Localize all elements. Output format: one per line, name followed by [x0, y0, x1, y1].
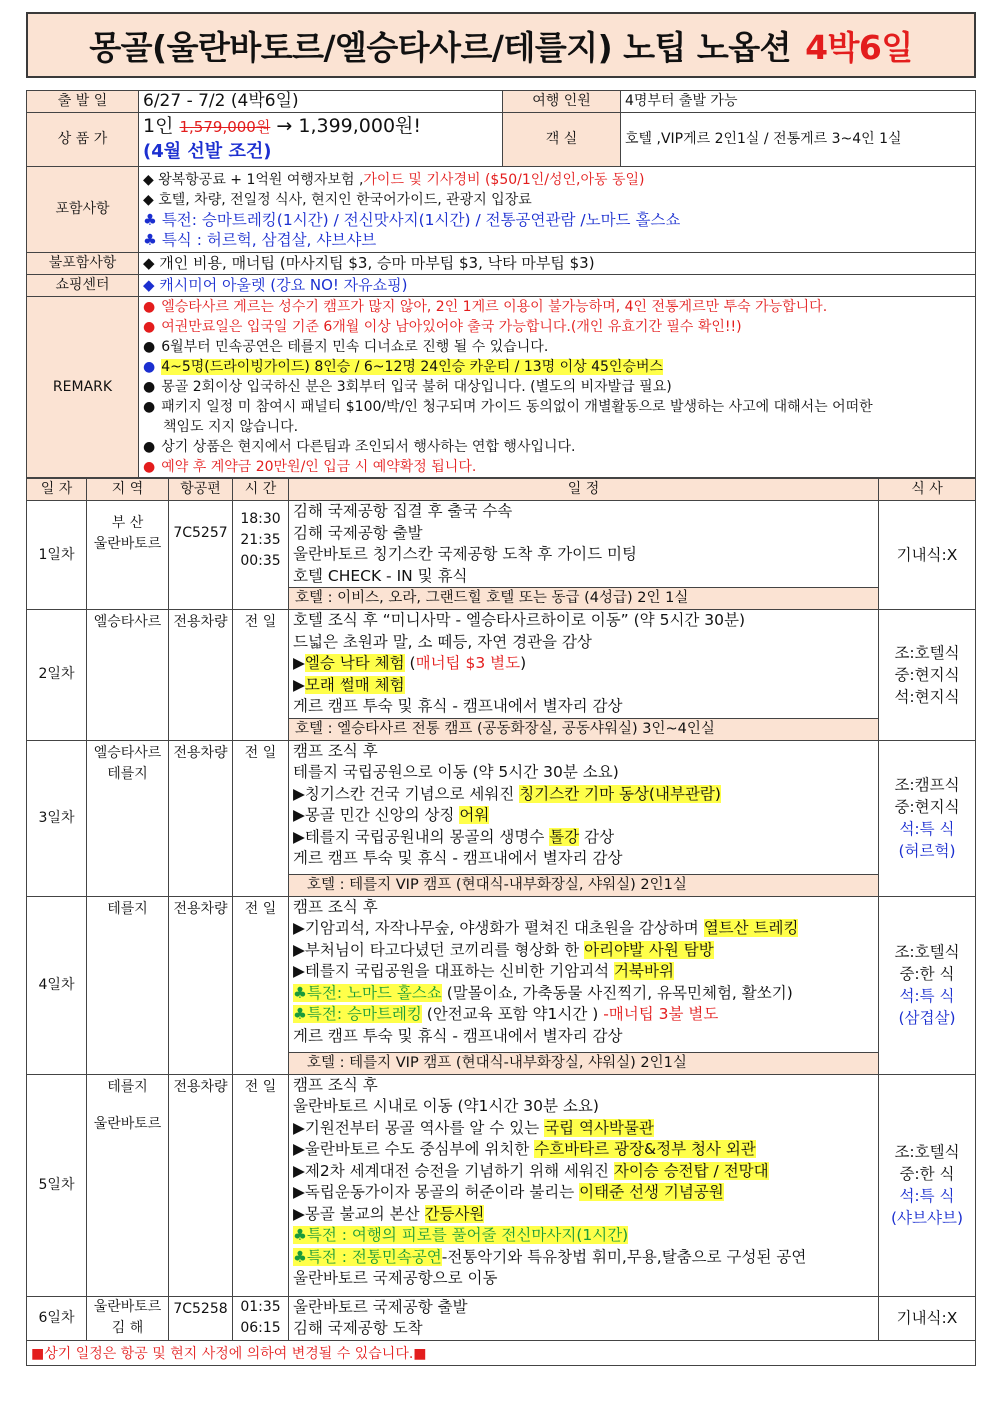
include-line-2: ◆ 호텔, 차량, 전일정 식사, 현지인 한국어가이드, 관광지 입장료 — [143, 191, 532, 208]
schedule-line — [293, 1225, 874, 1247]
highlight: 국립 역사박물관 — [544, 1118, 654, 1137]
day6-flight: 7C5258 — [169, 1296, 233, 1340]
remark-item: ● 엘승타사르 게르는 성수기 캠프가 많지 않아, 2인 1게르 이용이 불가능하며, 4인 전통게르만 투숙 가능합니다. — [143, 297, 971, 317]
price-arrow: → — [276, 115, 293, 137]
include-line-1b: 가이드 및 기사경비 ($50/1인/성인,아동 동일) — [363, 171, 645, 188]
meal-item: (삼겹살) — [898, 1009, 956, 1027]
time: 21:35 — [240, 532, 281, 548]
people-value: 4명부터 출발 가능 — [621, 91, 976, 113]
schedule-line: 울란바토르 칭기스칸 국제공항 도착 후 가이드 미팅 — [293, 545, 637, 563]
text: ▶기암괴석, 자작나무숲, 야생화가 펼쳐진 대초원을 감상하며 — [293, 919, 704, 937]
schedule-line: 김해 국제공항 도착 — [293, 1319, 423, 1337]
remark-item: ● 6월부터 민속공연은 테를지 민속 디너쇼로 진행 될 수 있습니다. — [143, 337, 971, 357]
day4-region: 테를지 — [87, 896, 169, 1074]
day6-region: 울란바토르 김 해 — [87, 1296, 169, 1340]
text: -전통악기와 특유창법 휘미,무용,탈춤으로 구성된 공연 — [441, 1247, 807, 1266]
time: 00:35 — [240, 553, 281, 569]
day4-time: 전 일 — [233, 896, 289, 1074]
text: (안전교육 포함 약1시간 ) — [421, 1005, 604, 1023]
day3-meal — [879, 740, 976, 896]
day2-region: 엘승타사르 — [87, 610, 169, 741]
meal-item: 중:한 식 — [899, 1165, 955, 1183]
day6-times — [233, 1296, 289, 1340]
header-meal: 식 사 — [879, 479, 976, 501]
day1-meal: 기내식:X — [879, 501, 976, 610]
meal-item: 조:캠프식 — [894, 776, 960, 794]
day2-hotel: 호텔 : 엘승타사르 전통 캠프 (공동화장실, 공동샤워실) 3인~4인실 — [289, 718, 879, 740]
schedule-line — [293, 675, 874, 697]
day1-hotel: 호텔 : 이비스, 오라, 그랜드힐 호텔 또는 동급 (4성급) 2인 1실 — [289, 588, 879, 610]
price-cell — [139, 113, 503, 167]
meal-item: 석:특 식 — [899, 820, 955, 838]
day3-time: 전 일 — [233, 740, 289, 896]
meal-item: (허르헉) — [898, 842, 956, 860]
text: ▶부처님이 타고다녔던 코끼리를 형상화 한 — [293, 940, 585, 959]
schedule-line — [293, 1139, 874, 1161]
day2-flight: 전용차량 — [169, 610, 233, 741]
remark-item: ● 예약 후 계약금 20만원/인 입금 시 예약확정 됩니다. — [143, 457, 971, 477]
header-time: 시 간 — [233, 479, 289, 501]
include-line-3: ♣ 특전: 승마트레킹(1시간) / 전신맛사지(1시간) / 전통공연관람 /노마드 홀스쇼 — [143, 210, 681, 229]
info-table — [26, 90, 976, 478]
shopping-value: ◆ 캐시미어 아울렛 (강요 NO! 자유쇼핑) — [139, 275, 976, 297]
day6-meal: 기내식:X — [879, 1296, 976, 1340]
schedule-line: 캠프 조식 후 — [293, 1075, 378, 1094]
schedule-line: 드넓은 초원과 말, 소 떼등, 자연 경관을 감상 — [293, 632, 592, 651]
meal-item: 중:현지식 — [894, 798, 960, 816]
remark-label: REMARK — [27, 297, 139, 478]
day4-hotel: 호텔 : 테를지 VIP 캠프 (현대식-내부화장실, 샤워실) 2인1실 — [289, 1052, 879, 1074]
meal-item: 중:한 식 — [899, 965, 955, 983]
depart-label: 출 발 일 — [27, 91, 139, 113]
day4-flight: 전용차량 — [169, 896, 233, 1074]
day6-label: 6일차 — [27, 1296, 87, 1340]
special-highlight: 여행의 피로를 풀어줄 전신마사지(1시간) — [351, 1226, 629, 1244]
day3-flight: 전용차량 — [169, 740, 233, 896]
text: ) — [520, 654, 527, 672]
schedule-line: 게르 캠프 투숙 및 휴식 - 캠프내에서 별자리 감상 — [293, 1026, 623, 1045]
special-highlight: ♣특전 : — [293, 1226, 352, 1244]
day5-schedule — [289, 1074, 879, 1296]
day6-schedule — [289, 1296, 879, 1340]
people-label: 여행 인원 — [503, 91, 621, 113]
time: 06:15 — [240, 1320, 281, 1336]
meal-item: 석:특 식 — [899, 987, 955, 1005]
day4-schedule — [289, 896, 879, 1052]
schedule-line: 호텔 CHECK - IN 및 휴식 — [293, 566, 468, 585]
header-flight: 항공편 — [169, 479, 233, 501]
schedule-line — [293, 653, 874, 675]
schedule-table — [26, 478, 976, 1341]
schedule-line — [293, 1118, 874, 1140]
remark-item: 4~5명(드라이빙가이드) 8인승 / 6~12명 24인승 카운티 / 13명 이상 45인승버스 — [161, 359, 664, 375]
day5-flight: 전용차량 — [169, 1074, 233, 1296]
title-main: 몽골(울란바토르/엘승타사르/테를지) 노팁 노옵션 — [89, 27, 792, 67]
highlight: 모래 썰매 체험 — [304, 675, 405, 694]
text: ▶울란바토르 수도 중심부에 위치한 — [293, 1140, 535, 1158]
text: ▶몽골 불교의 본산 — [293, 1204, 425, 1223]
schedule-line: 테를지 국립공원으로 이동 (약 5시간 30분 소요) — [293, 763, 619, 781]
include-line-1a: ◆ 왕복항공료 + 1억원 여행자보험 , — [143, 171, 364, 188]
day1-times — [233, 501, 289, 610]
special-highlight: ♣특전: 승마트레킹 — [293, 1005, 422, 1023]
remark-cell — [139, 297, 976, 478]
exclude-label: 불포함사항 — [27, 253, 139, 275]
schedule-line — [293, 1204, 874, 1226]
text: ▶칭기스칸 건국 기념으로 세워진 — [293, 784, 520, 803]
footer-note: ■상기 일정은 항공 및 현지 사정에 의하여 변경될 수 있습니다.■ — [26, 1341, 976, 1366]
highlight: 엘승 낙타 체험 — [304, 654, 405, 672]
region-name: 테를지 — [107, 1078, 148, 1095]
arrow: ▶ — [293, 675, 305, 694]
highlight: 거북바위 — [614, 962, 674, 980]
highlight: 열트산 트레킹 — [703, 919, 799, 937]
day1-schedule — [289, 501, 879, 588]
schedule-line — [293, 1004, 874, 1026]
meal-item: 석:특 식 — [899, 1187, 955, 1205]
day5-time: 전 일 — [233, 1074, 289, 1296]
price-new: 1,399,000원! — [298, 115, 422, 137]
price-prefix: 1인 — [143, 115, 174, 137]
remark-item: 책임도 지지 않습니다. — [163, 419, 299, 435]
remark-item: ● 패키지 일정 미 참여시 패널티 $100/박/인 청구되며 가이드 동의없이 개별활동으로 발생하는 사고에 대해서는 어떠한 — [143, 397, 971, 417]
day1-label: 1일차 — [27, 501, 87, 610]
day2-meal — [879, 610, 976, 741]
day2-label: 2일차 — [27, 610, 87, 741]
day5-region — [87, 1074, 169, 1296]
day3-schedule — [289, 740, 879, 874]
remark-item: ● 상기 상품은 현지에서 다른팀과 조인되서 행사하는 연합 행사입니다. — [143, 437, 971, 457]
text: (말몰이쇼, 가축동물 사진찍기, 유목민체험, 활쏘기) — [441, 983, 793, 1002]
schedule-line: 울란바토르 국제공항 출발 — [293, 1297, 468, 1316]
schedule-line — [293, 1247, 874, 1269]
price-label: 상 품 가 — [27, 113, 139, 167]
highlight: 이태준 선생 기념공원 — [579, 1183, 724, 1201]
time: 01:35 — [240, 1299, 281, 1315]
meal-item: 조:호텔식 — [894, 943, 960, 961]
day2-schedule — [289, 610, 879, 719]
special-highlight: ♣특전 : 전통민속공연 — [293, 1247, 442, 1266]
schedule-line — [293, 983, 874, 1005]
shopping-label: 쇼핑센터 — [27, 275, 139, 297]
highlight: 아리야발 사원 탐방 — [584, 940, 714, 959]
schedule-line — [293, 961, 874, 983]
text: ▶몽골 민간 신앙의 상징 — [293, 806, 460, 824]
schedule-line: 호텔 조식 후 “미니사막 - 엘승타사르하이로 이동” (약 5시간 30분) — [293, 611, 746, 629]
remark-item: ● 몽골 2회이상 입국하신 분은 3회부터 입국 불허 대상입니다. (별도의 비자발급 필요) — [143, 377, 971, 397]
price-condition: (4월 선발 조건) — [143, 141, 272, 162]
schedule-line: 게르 캠프 투숙 및 휴식 - 캠프내에서 별자리 감상 — [293, 849, 623, 867]
schedule-line — [293, 784, 874, 806]
day5-meal — [879, 1074, 976, 1296]
region-name: 울란바토르 — [93, 1115, 162, 1132]
meal-item: 조:호텔식 — [894, 1143, 960, 1161]
include-line-4: ♣ 특식 : 허르헉, 삼겹살, 샤브샤브 — [143, 230, 377, 249]
meal-item: 중:현지식 — [894, 665, 960, 684]
schedule-line — [293, 1182, 874, 1204]
day3-label: 3일차 — [27, 740, 87, 896]
schedule-line — [293, 918, 874, 940]
day1-flight: 7C5257 — [169, 501, 233, 610]
day1-region: 부 산 울란바토르 — [87, 501, 169, 610]
meal-item: 석:현지식 — [894, 687, 960, 706]
room-value: 호텔 ,VIP게르 2인1실 / 전통게르 3~4인 1실 — [621, 113, 976, 167]
schedule-line — [293, 940, 874, 962]
header-region: 지 역 — [87, 479, 169, 501]
depart-value: 6/27 - 7/2 (4박6일) — [139, 91, 503, 113]
day4-label: 4일차 — [27, 896, 87, 1074]
highlight: 자이승 승전탑 / 전망대 — [613, 1161, 769, 1180]
schedule-line — [293, 1161, 874, 1183]
exclude-value: ◆ 개인 비용, 매너팁 (마사지팁 $3, 승마 마부팁 $3, 낙타 마부팁 $3) — [139, 253, 976, 275]
price-old: 1,579,000원 — [179, 118, 271, 136]
time: 18:30 — [240, 511, 281, 527]
schedule-line: 게르 캠프 투숙 및 휴식 - 캠프내에서 별자리 감상 — [293, 697, 623, 715]
text: 감상 — [579, 827, 615, 846]
schedule-line: 울란바토르 국제공항으로 이동 — [293, 1269, 498, 1287]
day5-label: 5일차 — [27, 1074, 87, 1296]
highlight: 수흐바타르 광장&정부 청사 외관 — [534, 1140, 756, 1158]
remark-item: ● 여권만료일은 입국일 기준 6개월 이상 남아있어야 출국 가능합니다.(개인 유효기간 필수 확인!!) — [143, 317, 971, 337]
text: ▶독립운동가이자 몽골의 허준이라 불리는 — [293, 1183, 580, 1201]
tip-note: 매너팁 $3 별도 — [415, 654, 521, 672]
day4-meal — [879, 896, 976, 1074]
highlight: 톨강 — [549, 827, 580, 846]
header-day: 일 자 — [27, 479, 87, 501]
day2-time: 전 일 — [233, 610, 289, 741]
include-label: 포함사항 — [27, 167, 139, 253]
schedule-line — [293, 827, 874, 849]
schedule-line: 김해 국제공항 출발 — [293, 523, 423, 542]
text: ▶기원전부터 몽골 역사를 알 수 있는 — [293, 1118, 545, 1137]
schedule-line — [293, 805, 874, 827]
highlight: 칭기스칸 기마 동상(내부관람) — [519, 784, 721, 803]
tip-note: -매너팁 3불 별도 — [603, 1005, 719, 1023]
day3-region: 엘승타사르 테를지 — [87, 740, 169, 896]
page-title — [26, 12, 976, 78]
text: ( — [404, 654, 416, 672]
highlight: 어워 — [459, 806, 490, 824]
meal-item: (샤브샤브) — [891, 1209, 963, 1227]
room-label: 객 실 — [503, 113, 621, 167]
itinerary-page — [26, 12, 976, 1366]
schedule-line: 캠프 조식 후 — [293, 741, 378, 760]
title-highlight: 4박6일 — [805, 27, 913, 67]
schedule-line: 김해 국제공항 집결 후 출국 수속 — [293, 502, 513, 520]
text: ▶테를지 국립공원을 대표하는 신비한 기암괴석 — [293, 962, 615, 980]
text: ▶제2차 세계대전 승전을 기념하기 위해 세워진 — [293, 1161, 614, 1180]
include-cell — [139, 167, 976, 253]
meal-item: 조:호텔식 — [894, 643, 960, 662]
header-schedule: 일 정 — [289, 479, 879, 501]
schedule-line: 울란바토르 시내로 이동 (약1시간 30분 소요) — [293, 1097, 599, 1115]
schedule-line: 캠프 조식 후 — [293, 897, 378, 916]
text: ▶테를지 국립공원내의 몽골의 생명수 — [293, 827, 550, 846]
special-highlight: ♣특전: 노마드 홀스쇼 — [293, 983, 442, 1002]
arrow: ▶ — [293, 654, 305, 672]
highlight: 간등사원 — [424, 1204, 485, 1223]
day3-hotel: 호텔 : 테를지 VIP 캠프 (현대식-내부화장실, 샤워실) 2인1실 — [289, 874, 879, 896]
